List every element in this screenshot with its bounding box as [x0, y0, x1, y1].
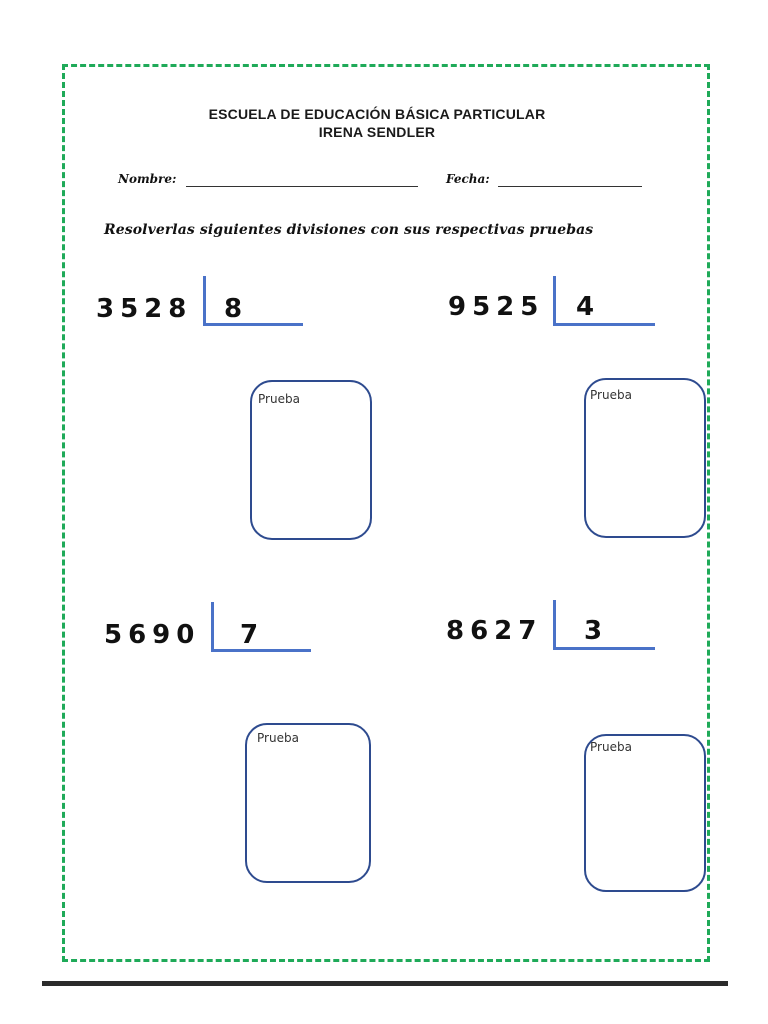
- proof-label-3: Prueba: [257, 731, 299, 745]
- division-bracket-horizontal-3: [211, 649, 311, 652]
- division-bracket-horizontal-1: [203, 323, 303, 326]
- division-bracket-vertical-1: [203, 276, 206, 326]
- proof-label-1: Prueba: [258, 392, 300, 406]
- dividend-2: 9525: [448, 292, 545, 322]
- date-label: Fecha:: [446, 172, 490, 186]
- proof-box-4[interactable]: [584, 734, 706, 892]
- division-bracket-vertical-2: [553, 276, 556, 326]
- dividend-1: 3528: [96, 294, 193, 324]
- proof-label-2: Prueba: [590, 388, 632, 402]
- proof-label-4: Prueba: [590, 740, 632, 754]
- school-title-line-2: IRENA SENDLER: [318, 124, 436, 140]
- dividend-4: 8627: [446, 616, 543, 646]
- divisor-1: 8: [224, 294, 243, 324]
- proof-box-2[interactable]: [584, 378, 706, 538]
- division-bracket-horizontal-2: [553, 323, 655, 326]
- school-title-line-1: ESCUELA DE EDUCACIÓN BÁSICA PARTICULAR: [208, 106, 546, 122]
- bottom-rule: [42, 981, 728, 986]
- division-bracket-vertical-3: [211, 602, 214, 652]
- division-bracket-vertical-4: [553, 600, 556, 650]
- dividend-3: 5690: [104, 620, 201, 650]
- proof-box-3[interactable]: [245, 723, 371, 883]
- name-label: Nombre:: [118, 172, 177, 186]
- proof-box-1[interactable]: [250, 380, 372, 540]
- name-field-line[interactable]: [186, 186, 418, 187]
- date-field-line[interactable]: [498, 186, 642, 187]
- divisor-2: 4: [576, 292, 595, 322]
- division-bracket-horizontal-4: [553, 647, 655, 650]
- divisor-3: 7: [240, 620, 259, 650]
- instruction-text: Resolverlas siguientes divisiones con sus respectivas pruebas: [104, 222, 594, 238]
- divisor-4: 3: [584, 616, 603, 646]
